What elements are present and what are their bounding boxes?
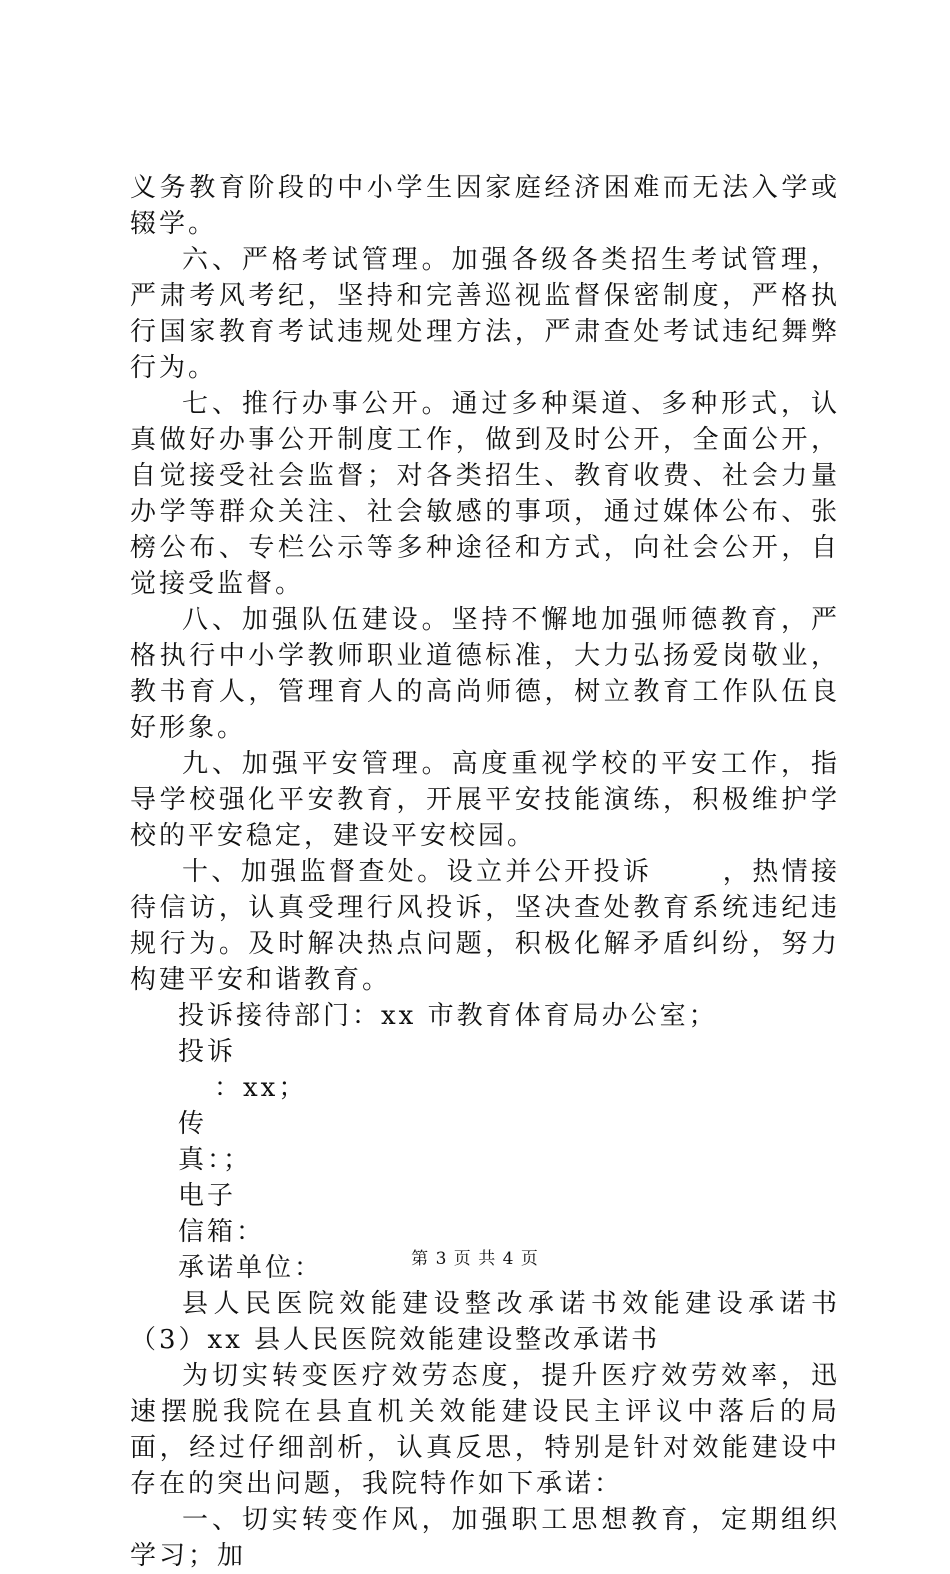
paragraph-team-building: 八、加强队伍建设。坚持不懈地加强师德教育，严格执行中小学教师职业道德标准，大力弘扬爱岗敬业，教书育人，管理育人的高尚师德，树立教育工作队伍良好形象。 (130, 605, 840, 743)
paragraph-open-affairs: 七、推行办事公开。通过多种渠道、多种形式，认真做好办事公开制度工作，做到及时公开，全面公开，自觉接受社会监督；对各类招生、教育收费、社会力量办学等群众关注、社会敏感的事项，通过媒体公布、张榜公布、专栏公示等多种途径和方式，向社会公开，自觉接受监督。 (130, 389, 840, 599)
paragraph-hospital-item-1: 一、切实转变作风，加强职工思想教育，定期组织学习；加 (130, 1505, 840, 1571)
complaint-value: ：xx； (214, 1073, 308, 1103)
document-body (130, 170, 840, 1574)
promise-unit: 承诺单位： (178, 1253, 324, 1283)
paragraph-exam-management: 六、严格考试管理。加强各级各类招生考试管理，严肃考风考纪，坚持和完善巡视监督保密制度，严格执行国家教育考试违规处理方法，严肃查处考试违纪舞弊行为。 (130, 245, 840, 383)
email-label: 电子 (178, 1181, 237, 1211)
email-value: 信箱： (178, 1217, 266, 1247)
fax-label: 传 (178, 1109, 208, 1139)
page-number-footer: 第 3 页 共 4 页 (411, 1249, 539, 1269)
second-document-title: 县人民医院效能建设整改承诺书效能建设承诺书（3）xx 县人民医院效能建设整改承诺书 (130, 1289, 840, 1355)
paragraph-safety-management: 九、加强平安管理。高度重视学校的平安工作，指导学校强化平安教育，开展平安技能演练，积极维护学校的平安稳定，建设平安校园。 (130, 749, 840, 851)
complaint-department: 投诉接待部门：xx 市教育体育局办公室； (178, 1001, 718, 1031)
paragraph-supervision: 十、加强监督查处。设立并公开投诉 ，热情接待信访，认真受理行风投诉，坚决查处教育系统违纪违规行为。及时解决热点问题，积极化解矛盾纠纷，努力构建平安和谐教育。 (130, 857, 840, 995)
complaint-label: 投诉 (178, 1037, 237, 1067)
paragraph-continuation: 义务教育阶段的中小学生因家庭经济困难而无法入学或辍学。 (130, 173, 840, 239)
fax-value: 真：； (178, 1145, 253, 1175)
paragraph-hospital-intro: 为切实转变医疗效劳态度，提升医疗效劳效率，迅速摆脱我院在县直机关效能建设民主评议中落后的局面，经过仔细剖析，认真反思，特别是针对效能建设中存在的突出问题，我院特作如下承诺： (130, 1361, 840, 1499)
